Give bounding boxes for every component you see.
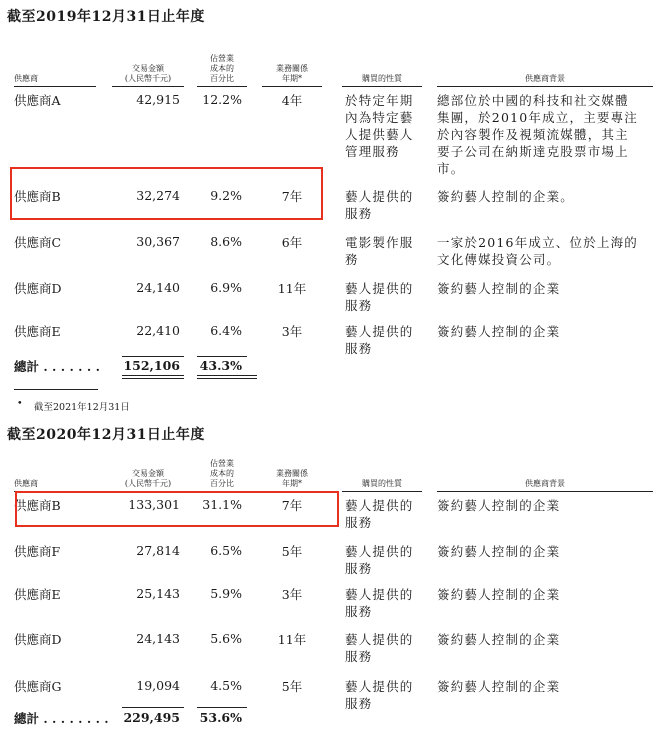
purchase-nature-line: 服務 bbox=[345, 649, 373, 664]
cost-percentage: 5.6% bbox=[210, 631, 242, 646]
supplier-background-line: 市。 bbox=[437, 161, 465, 176]
header-supplier-line: 供應商 bbox=[14, 479, 38, 488]
transaction-amount: 27,814 bbox=[136, 543, 180, 558]
supplier-background-line: 簽約藝人控制的企業 bbox=[437, 498, 561, 513]
supplier-background-line: 一家於2016年成立、位於上海的 bbox=[437, 235, 639, 250]
total-amount: 229,495 bbox=[123, 710, 180, 725]
header-rule bbox=[437, 86, 653, 87]
footnote-text: 截至2021年12月31日 bbox=[34, 402, 130, 413]
supplier-name: 供應商D bbox=[14, 632, 62, 647]
supplier-background-line: 集團，於2010年成立，主要專注 bbox=[437, 110, 639, 125]
supplier-name: 供應商B bbox=[14, 189, 61, 204]
total-label: 總計 . . . . . . . . bbox=[14, 711, 109, 726]
relationship-years: 5年 bbox=[281, 679, 303, 694]
transaction-amount: 32,274 bbox=[136, 188, 180, 203]
purchase-nature-line: 藝人提供的 bbox=[345, 189, 414, 204]
total-double-rule bbox=[122, 375, 184, 379]
relationship-years: 11年 bbox=[277, 632, 307, 647]
purchase-nature-line: 服務 bbox=[345, 561, 373, 576]
transaction-amount: 42,915 bbox=[136, 92, 180, 107]
supplier-name: 供應商G bbox=[14, 679, 62, 694]
relationship-years: 11年 bbox=[277, 281, 307, 296]
header-amount-line: 交易金額 bbox=[132, 469, 164, 478]
header-rule bbox=[437, 491, 653, 492]
purchase-nature-line: 藝人提供的 bbox=[345, 544, 414, 559]
transaction-amount: 24,143 bbox=[136, 631, 180, 646]
footnote-rule bbox=[14, 389, 98, 390]
purchase-nature-line: 服務 bbox=[345, 515, 373, 530]
transaction-amount: 19,094 bbox=[136, 678, 180, 693]
supplier-name: 供應商E bbox=[14, 587, 61, 602]
relationship-years: 6年 bbox=[281, 235, 303, 250]
supplier-background-line: 簽約藝人控制的企業 bbox=[437, 587, 561, 602]
supplier-background-line: 簽約藝人控制的企業 bbox=[437, 544, 561, 559]
header-pct-line: 百分比 bbox=[210, 74, 234, 83]
highlight-box bbox=[10, 167, 323, 220]
relationship-years: 4年 bbox=[281, 93, 303, 108]
header-pct-line: 佔營業 bbox=[210, 54, 234, 63]
purchase-nature-line: 服務 bbox=[345, 298, 373, 313]
header-years-line: 年期* bbox=[282, 479, 302, 488]
purchase-nature-line: 於特定年期 bbox=[345, 93, 414, 108]
supplier-name: 供應商A bbox=[14, 93, 61, 108]
total-label: 總計 . . . . . . . bbox=[14, 359, 100, 374]
cost-percentage: 6.5% bbox=[210, 543, 242, 558]
header-background bbox=[437, 479, 653, 489]
purchase-nature-line: 藝人提供的 bbox=[345, 679, 414, 694]
footnote-marker: • bbox=[17, 398, 23, 409]
purchase-nature-line: 人提供藝人 bbox=[345, 127, 414, 142]
header-pct-line: 成本的 bbox=[210, 64, 234, 73]
header-amount bbox=[112, 64, 184, 84]
highlight-box bbox=[15, 491, 339, 527]
header-pct bbox=[197, 54, 247, 84]
header-background bbox=[437, 74, 653, 84]
header-nature-line: 購買的性質 bbox=[362, 479, 402, 488]
transaction-amount: 133,301 bbox=[128, 497, 180, 512]
purchase-nature-line: 管理服務 bbox=[345, 144, 400, 159]
supplier-background-line: 簽約藝人控制的企業 bbox=[437, 324, 561, 339]
header-years-line: 年期* bbox=[282, 74, 302, 83]
purchase-nature-line: 藝人提供的 bbox=[345, 632, 414, 647]
header-years bbox=[262, 469, 322, 489]
transaction-amount: 30,367 bbox=[136, 234, 180, 249]
supplier-name: 供應商E bbox=[14, 324, 61, 339]
header-pct-line: 成本的 bbox=[210, 469, 234, 478]
header-supplier-line: 供應商 bbox=[14, 74, 38, 83]
transaction-amount: 24,140 bbox=[136, 280, 180, 295]
section2-title: 截至2020年12月31日止年度 bbox=[7, 427, 205, 443]
total-rule-top bbox=[197, 356, 247, 357]
supplier-name: 供應商D bbox=[14, 281, 62, 296]
cost-percentage: 4.5% bbox=[210, 678, 242, 693]
supplier-background-line: 文化傳媒投資公司。 bbox=[437, 252, 561, 267]
purchase-nature-line: 服務 bbox=[345, 206, 373, 221]
supplier-name: 供應商B bbox=[14, 498, 61, 513]
purchase-nature-line: 服務 bbox=[345, 696, 373, 711]
header-rule bbox=[342, 86, 422, 87]
total-rule-top bbox=[197, 707, 247, 708]
header-supplier bbox=[14, 479, 94, 489]
cost-percentage: 31.1% bbox=[202, 497, 242, 512]
cost-percentage: 5.9% bbox=[210, 586, 242, 601]
relationship-years: 7年 bbox=[281, 189, 303, 204]
header-rule bbox=[112, 86, 184, 87]
supplier-background-line: 總部位於中國的科技和社交媒體 bbox=[437, 93, 629, 108]
supplier-background-line: 簽約藝人控制的企業 bbox=[437, 679, 561, 694]
header-nature bbox=[342, 479, 422, 489]
purchase-nature-line: 藝人提供的 bbox=[345, 587, 414, 602]
relationship-years: 3年 bbox=[281, 324, 303, 339]
header-rule bbox=[342, 491, 422, 492]
supplier-name: 供應商F bbox=[14, 544, 61, 559]
relationship-years: 7年 bbox=[281, 498, 303, 513]
supplier-background-line: 要子公司在納斯達克股票市場上 bbox=[437, 144, 629, 159]
header-pct-line: 佔營業 bbox=[210, 459, 234, 468]
header-years bbox=[262, 64, 322, 84]
cost-percentage: 8.6% bbox=[210, 234, 242, 249]
purchase-nature-line: 藝人提供的 bbox=[345, 498, 414, 513]
cost-percentage: 6.9% bbox=[210, 280, 242, 295]
purchase-nature-line: 服務 bbox=[345, 341, 373, 356]
header-rule bbox=[197, 86, 247, 87]
header-supplier bbox=[14, 74, 94, 84]
header-nature-line: 購買的性質 bbox=[362, 74, 402, 83]
header-years-line: 業務關係 bbox=[276, 64, 308, 73]
transaction-amount: 22,410 bbox=[136, 323, 180, 338]
relationship-years: 5年 bbox=[281, 544, 303, 559]
header-years-line: 業務關係 bbox=[276, 469, 308, 478]
transaction-amount: 25,143 bbox=[136, 586, 180, 601]
total-pct: 53.6% bbox=[199, 710, 242, 725]
section1-title: 截至2019年12月31日止年度 bbox=[7, 9, 205, 25]
total-pct: 43.3% bbox=[199, 358, 242, 373]
header-amount-line: (人民幣千元) bbox=[124, 479, 172, 488]
cost-percentage: 9.2% bbox=[210, 188, 242, 203]
purchase-nature-line: 服務 bbox=[345, 604, 373, 619]
header-amount-line: (人民幣千元) bbox=[124, 74, 172, 83]
header-amount-line: 交易金額 bbox=[132, 64, 164, 73]
purchase-nature-line: 內為特定藝 bbox=[345, 110, 414, 125]
total-double-rule bbox=[197, 375, 257, 379]
purchase-nature-line: 藝人提供的 bbox=[345, 281, 414, 296]
supplier-background-line: 簽約藝人控制的企業 bbox=[437, 632, 561, 647]
total-rule-top bbox=[122, 356, 184, 357]
header-amount bbox=[112, 469, 184, 489]
header-rule bbox=[14, 86, 96, 87]
supplier-background-line: 簽約藝人控制的企業。 bbox=[437, 189, 575, 204]
header-nature bbox=[342, 74, 422, 84]
total-amount: 152,106 bbox=[123, 358, 180, 373]
header-rule bbox=[262, 86, 322, 87]
purchase-nature-line: 藝人提供的 bbox=[345, 324, 414, 339]
cost-percentage: 12.2% bbox=[202, 92, 242, 107]
purchase-nature-line: 電影製作服 bbox=[345, 235, 414, 250]
cost-percentage: 6.4% bbox=[210, 323, 242, 338]
supplier-background-line: 於內容製作及視頻流媒體，其主 bbox=[437, 127, 629, 142]
header-pct-line: 百分比 bbox=[210, 479, 234, 488]
purchase-nature-line: 務 bbox=[345, 252, 359, 267]
total-rule-top bbox=[122, 707, 184, 708]
supplier-name: 供應商C bbox=[14, 235, 62, 250]
supplier-background-line: 簽約藝人控制的企業 bbox=[437, 281, 561, 296]
relationship-years: 3年 bbox=[281, 587, 303, 602]
header-pct bbox=[197, 459, 247, 489]
header-background-line: 供應商背景 bbox=[525, 74, 565, 83]
header-background-line: 供應商背景 bbox=[525, 479, 565, 488]
